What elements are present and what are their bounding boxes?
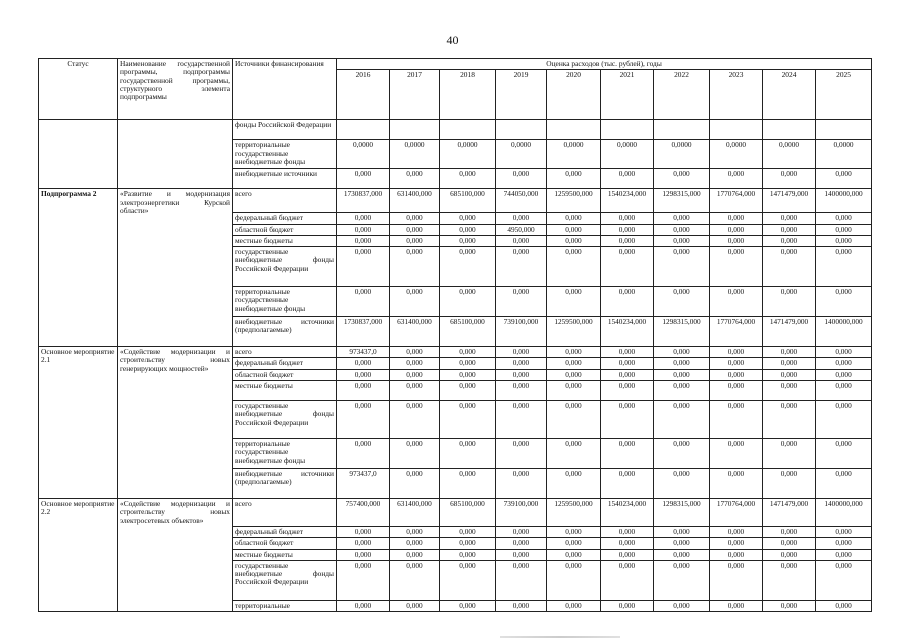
value-cell: 0,000 — [496, 169, 547, 189]
value-cell: 0,000 — [601, 347, 654, 358]
value-cell: 0,000 — [763, 600, 816, 611]
value-cell: 0,000 — [440, 347, 496, 358]
value-cell: 0,000 — [710, 347, 763, 358]
source-cell: областной бюджет — [233, 369, 337, 380]
header-year: 2018 — [440, 70, 496, 120]
value-cell: 0,000 — [496, 380, 547, 400]
value-cell: 0,000 — [816, 287, 872, 317]
value-cell: 1298315,000 — [654, 317, 710, 347]
value-cell: 0,000 — [654, 213, 710, 224]
table-row — [39, 189, 872, 213]
value-cell: 1540234,000 — [601, 189, 654, 213]
value-cell: 0,000 — [763, 369, 816, 380]
value-cell: 0,000 — [763, 247, 816, 287]
value-cell: 0,000 — [440, 438, 496, 468]
value-cell: 0,000 — [547, 560, 601, 600]
value-cell: 0,000 — [763, 287, 816, 317]
header-year: 2023 — [710, 70, 763, 120]
source-cell: внебюджетные источники — [233, 169, 337, 189]
value-cell: 0,0000 — [390, 140, 440, 169]
value-cell: 0,000 — [710, 600, 763, 611]
value-cell: 0,000 — [440, 380, 496, 400]
value-cell: 0,000 — [496, 235, 547, 246]
value-cell: 0,000 — [816, 358, 872, 369]
value-cell: 0,000 — [601, 526, 654, 537]
value-cell: 0,000 — [440, 235, 496, 246]
value-cell: 0,000 — [337, 169, 390, 189]
value-cell: 0,000 — [390, 213, 440, 224]
value-cell: 0,000 — [654, 358, 710, 369]
source-cell: местные бюджеты — [233, 549, 337, 560]
source-cell: государственные внебюджетные фонды Российской Федерации — [233, 247, 337, 287]
value-cell — [337, 120, 390, 140]
source-cell: местные бюджеты — [233, 235, 337, 246]
value-cell: 0,000 — [763, 438, 816, 468]
value-cell: 1259500,000 — [547, 189, 601, 213]
value-cell: 0,000 — [816, 347, 872, 358]
value-cell: 0,000 — [337, 549, 390, 560]
value-cell: 0,000 — [547, 224, 601, 235]
value-cell: 0,000 — [390, 287, 440, 317]
status-cell: Подпрограмма 2 — [39, 189, 118, 347]
value-cell: 1471479,000 — [763, 498, 816, 526]
value-cell — [816, 120, 872, 140]
value-cell: 0,0000 — [337, 140, 390, 169]
value-cell: 973437,0 — [337, 347, 390, 358]
value-cell: 685100,000 — [440, 189, 496, 213]
value-cell: 0,000 — [547, 549, 601, 560]
value-cell: 0,000 — [390, 600, 440, 611]
value-cell: 0,000 — [390, 526, 440, 537]
value-cell: 0,000 — [496, 600, 547, 611]
source-cell: областной бюджет — [233, 224, 337, 235]
value-cell: 0,000 — [763, 358, 816, 369]
value-cell: 0,000 — [496, 213, 547, 224]
value-cell: 0,000 — [710, 468, 763, 498]
value-cell: 0,000 — [390, 347, 440, 358]
value-cell: 0,000 — [654, 400, 710, 438]
value-cell: 685100,000 — [440, 498, 496, 526]
value-cell: 0,000 — [763, 400, 816, 438]
value-cell: 0,000 — [816, 235, 872, 246]
value-cell: 0,000 — [654, 247, 710, 287]
value-cell: 0,000 — [601, 438, 654, 468]
value-cell: 0,000 — [496, 400, 547, 438]
source-cell: всего — [233, 347, 337, 358]
value-cell: 0,000 — [654, 380, 710, 400]
value-cell: 0,000 — [547, 213, 601, 224]
value-cell: 0,000 — [601, 600, 654, 611]
header-row — [39, 59, 872, 70]
value-cell: 0,000 — [496, 549, 547, 560]
source-cell: государственные внебюджетные фонды Российской Федерации — [233, 560, 337, 600]
value-cell: 0,000 — [654, 169, 710, 189]
value-cell: 0,000 — [547, 347, 601, 358]
value-cell: 0,000 — [816, 600, 872, 611]
header-year: 2016 — [337, 70, 390, 120]
value-cell: 0,000 — [547, 468, 601, 498]
value-cell: 0,000 — [440, 400, 496, 438]
value-cell: 0,000 — [763, 526, 816, 537]
value-cell: 631400,000 — [390, 498, 440, 526]
value-cell: 0,000 — [654, 468, 710, 498]
value-cell: 973437,0 — [337, 468, 390, 498]
value-cell: 0,000 — [390, 247, 440, 287]
value-cell: 0,0000 — [654, 140, 710, 169]
value-cell: 0,000 — [601, 358, 654, 369]
value-cell: 0,000 — [654, 438, 710, 468]
value-cell: 0,000 — [390, 235, 440, 246]
value-cell: 1471479,000 — [763, 189, 816, 213]
value-cell: 0,000 — [390, 380, 440, 400]
header-year: 2019 — [496, 70, 547, 120]
header-estimate: Оценка расходов (тыс. рублей), годы — [337, 59, 872, 70]
value-cell: 0,000 — [440, 247, 496, 287]
value-cell — [763, 120, 816, 140]
value-cell: 685100,000 — [440, 317, 496, 347]
value-cell: 0,000 — [496, 247, 547, 287]
value-cell: 0,000 — [390, 400, 440, 438]
source-cell: областной бюджет — [233, 538, 337, 549]
program-name-cell: «Содействие модернизации и строительству новых генерирующих мощностей» — [118, 347, 233, 499]
value-cell: 1259500,000 — [547, 317, 601, 347]
value-cell: 744050,000 — [496, 189, 547, 213]
value-cell: 0,000 — [440, 538, 496, 549]
value-cell: 0,000 — [654, 560, 710, 600]
source-cell: территориальные — [233, 600, 337, 611]
value-cell: 0,000 — [547, 400, 601, 438]
value-cell: 0,000 — [710, 235, 763, 246]
value-cell: 0,000 — [440, 224, 496, 235]
value-cell: 0,000 — [816, 560, 872, 600]
value-cell: 0,000 — [547, 380, 601, 400]
page-number: 40 — [446, 33, 459, 47]
value-cell: 1770764,000 — [710, 189, 763, 213]
value-cell: 0,000 — [337, 560, 390, 600]
value-cell: 0,000 — [547, 247, 601, 287]
value-cell: 4950,000 — [496, 224, 547, 235]
value-cell: 0,000 — [710, 287, 763, 317]
source-cell: всего — [233, 189, 337, 213]
source-cell: территориальные государственные внебюджетные фонды — [233, 140, 337, 169]
value-cell: 0,000 — [710, 549, 763, 560]
value-cell: 0,000 — [496, 560, 547, 600]
source-cell: федеральный бюджет — [233, 213, 337, 224]
value-cell: 0,000 — [763, 169, 816, 189]
value-cell: 0,0000 — [763, 140, 816, 169]
value-cell: 0,0000 — [601, 140, 654, 169]
value-cell: 0,0000 — [710, 140, 763, 169]
value-cell: 0,000 — [390, 560, 440, 600]
value-cell: 0,000 — [337, 526, 390, 537]
value-cell: 1259500,000 — [547, 498, 601, 526]
value-cell: 0,000 — [763, 213, 816, 224]
value-cell: 0,000 — [601, 400, 654, 438]
value-cell: 0,000 — [601, 287, 654, 317]
value-cell: 1540234,000 — [601, 317, 654, 347]
budget-table — [38, 58, 872, 612]
value-cell: 0,000 — [440, 600, 496, 611]
value-cell: 0,000 — [816, 247, 872, 287]
value-cell: 0,000 — [337, 438, 390, 468]
value-cell: 0,000 — [601, 247, 654, 287]
value-cell: 1770764,000 — [710, 498, 763, 526]
value-cell: 0,000 — [710, 369, 763, 380]
value-cell: 0,000 — [440, 468, 496, 498]
value-cell: 1400000,000 — [816, 317, 872, 347]
value-cell: 0,000 — [440, 560, 496, 600]
value-cell: 0,000 — [337, 400, 390, 438]
value-cell: 0,000 — [710, 169, 763, 189]
header-year: 2020 — [547, 70, 601, 120]
value-cell: 0,000 — [816, 538, 872, 549]
value-cell: 0,000 — [390, 549, 440, 560]
value-cell: 1400000,000 — [816, 189, 872, 213]
value-cell: 0,000 — [547, 235, 601, 246]
value-cell: 0,000 — [496, 287, 547, 317]
value-cell: 0,000 — [816, 438, 872, 468]
value-cell: 0,000 — [763, 224, 816, 235]
value-cell: 1770764,000 — [710, 317, 763, 347]
value-cell: 0,000 — [710, 400, 763, 438]
source-cell: внебюджетные источники (предполагаемые) — [233, 317, 337, 347]
value-cell: 0,000 — [710, 224, 763, 235]
value-cell: 0,000 — [440, 287, 496, 317]
value-cell: 0,000 — [654, 538, 710, 549]
value-cell: 0,000 — [547, 169, 601, 189]
value-cell: 0,000 — [710, 358, 763, 369]
value-cell: 0,000 — [654, 369, 710, 380]
value-cell — [547, 120, 601, 140]
value-cell: 757400,000 — [337, 498, 390, 526]
value-cell: 0,000 — [601, 213, 654, 224]
value-cell: 0,000 — [390, 468, 440, 498]
value-cell: 0,000 — [440, 358, 496, 369]
value-cell: 0,000 — [601, 538, 654, 549]
source-cell: федеральный бюджет — [233, 526, 337, 537]
value-cell: 0,000 — [601, 380, 654, 400]
value-cell: 0,000 — [816, 549, 872, 560]
value-cell: 0,000 — [816, 380, 872, 400]
source-cell: всего — [233, 498, 337, 526]
value-cell: 1471479,000 — [763, 317, 816, 347]
value-cell: 0,000 — [816, 526, 872, 537]
value-cell: 0,000 — [816, 169, 872, 189]
value-cell: 0,000 — [816, 400, 872, 438]
value-cell: 0,000 — [496, 468, 547, 498]
value-cell: 631400,000 — [390, 189, 440, 213]
value-cell: 0,000 — [654, 549, 710, 560]
value-cell — [390, 120, 440, 140]
value-cell: 0,000 — [547, 438, 601, 468]
value-cell: 0,0000 — [547, 140, 601, 169]
value-cell: 0,000 — [390, 538, 440, 549]
header-status: Статус — [39, 59, 118, 120]
value-cell: 0,000 — [496, 438, 547, 468]
value-cell: 0,000 — [601, 560, 654, 600]
value-cell: 739100,000 — [496, 317, 547, 347]
value-cell: 0,000 — [440, 213, 496, 224]
value-cell: 0,000 — [547, 526, 601, 537]
value-cell: 0,000 — [710, 526, 763, 537]
value-cell: 0,000 — [654, 526, 710, 537]
value-cell: 0,000 — [763, 538, 816, 549]
table-row — [39, 120, 872, 140]
scan-artifact — [500, 636, 620, 638]
value-cell: 0,000 — [654, 287, 710, 317]
status-cell — [39, 120, 118, 189]
value-cell: 0,000 — [547, 358, 601, 369]
value-cell: 0,000 — [496, 358, 547, 369]
header-year: 2025 — [816, 70, 872, 120]
value-cell: 0,000 — [337, 538, 390, 549]
value-cell: 0,000 — [390, 369, 440, 380]
value-cell: 0,000 — [710, 380, 763, 400]
value-cell: 0,0000 — [816, 140, 872, 169]
header-year: 2022 — [654, 70, 710, 120]
value-cell: 0,000 — [496, 538, 547, 549]
source-cell: федеральный бюджет — [233, 358, 337, 369]
header-year: 2024 — [763, 70, 816, 120]
value-cell: 0,000 — [816, 224, 872, 235]
value-cell: 0,000 — [390, 438, 440, 468]
header-year: 2017 — [390, 70, 440, 120]
value-cell: 0,000 — [601, 224, 654, 235]
value-cell: 0,000 — [654, 235, 710, 246]
status-cell: Основное мероприятие 2.2 — [39, 498, 118, 611]
value-cell: 0,000 — [710, 438, 763, 468]
value-cell: 739100,000 — [496, 498, 547, 526]
value-cell: 0,000 — [390, 224, 440, 235]
value-cell: 0,000 — [390, 358, 440, 369]
value-cell: 0,000 — [601, 235, 654, 246]
value-cell: 0,000 — [710, 538, 763, 549]
source-cell: местные бюджеты — [233, 380, 337, 400]
value-cell: 0,000 — [337, 369, 390, 380]
value-cell — [601, 120, 654, 140]
value-cell: 0,000 — [816, 213, 872, 224]
status-cell: Основное мероприятие 2.1 — [39, 347, 118, 499]
value-cell: 1400000,000 — [816, 498, 872, 526]
value-cell: 0,000 — [337, 287, 390, 317]
value-cell: 631400,000 — [390, 317, 440, 347]
value-cell: 0,000 — [440, 169, 496, 189]
value-cell: 0,0000 — [440, 140, 496, 169]
value-cell: 0,000 — [710, 247, 763, 287]
value-cell: 0,000 — [601, 369, 654, 380]
value-cell: 0,000 — [763, 468, 816, 498]
value-cell: 0,000 — [337, 358, 390, 369]
source-cell: территориальные государственные внебюджетные фонды — [233, 438, 337, 468]
value-cell: 0,000 — [440, 526, 496, 537]
value-cell — [710, 120, 763, 140]
value-cell: 1540234,000 — [601, 498, 654, 526]
value-cell: 0,000 — [337, 224, 390, 235]
value-cell: 0,000 — [337, 380, 390, 400]
value-cell: 0,000 — [547, 287, 601, 317]
header-source: Источники финансирования — [233, 59, 337, 120]
program-name-cell — [118, 120, 233, 189]
value-cell: 1730837,000 — [337, 189, 390, 213]
value-cell: 0,000 — [496, 347, 547, 358]
value-cell — [496, 120, 547, 140]
value-cell: 0,000 — [601, 549, 654, 560]
value-cell: 0,0000 — [496, 140, 547, 169]
value-cell: 1298315,000 — [654, 189, 710, 213]
value-cell: 0,000 — [547, 600, 601, 611]
value-cell: 0,000 — [654, 224, 710, 235]
value-cell — [440, 120, 496, 140]
value-cell: 0,000 — [601, 468, 654, 498]
value-cell: 0,000 — [763, 235, 816, 246]
value-cell: 0,000 — [654, 347, 710, 358]
program-name-cell: «Содействие модернизации и строительству новых электросетевых объектов» — [118, 498, 233, 611]
value-cell — [654, 120, 710, 140]
value-cell: 0,000 — [547, 538, 601, 549]
table-row — [39, 498, 872, 526]
value-cell: 0,000 — [654, 600, 710, 611]
program-name-cell: «Развитие и модернизация электроэнергетики Курской области» — [118, 189, 233, 347]
value-cell: 0,000 — [390, 169, 440, 189]
value-cell: 0,000 — [763, 549, 816, 560]
value-cell: 0,000 — [763, 380, 816, 400]
source-cell: внебюджетные источники (предполагаемые) — [233, 468, 337, 498]
value-cell: 0,000 — [337, 213, 390, 224]
header-name: Наименование государственной программы, подпрограммы государственной программы, структурного элемента подпрограммы — [118, 59, 233, 120]
source-cell: территориальные государственные внебюджетные фонды — [233, 287, 337, 317]
value-cell: 0,000 — [337, 235, 390, 246]
value-cell: 0,000 — [816, 468, 872, 498]
header-year: 2021 — [601, 70, 654, 120]
value-cell: 1298315,000 — [654, 498, 710, 526]
source-cell: фонды Российской Федерации — [233, 120, 337, 140]
value-cell: 0,000 — [763, 347, 816, 358]
value-cell: 0,000 — [547, 369, 601, 380]
value-cell: 0,000 — [496, 369, 547, 380]
source-cell: государственные внебюджетные фонды Российской Федерации — [233, 400, 337, 438]
value-cell: 0,000 — [337, 600, 390, 611]
value-cell: 0,000 — [496, 526, 547, 537]
value-cell: 0,000 — [337, 247, 390, 287]
value-cell: 0,000 — [710, 213, 763, 224]
value-cell: 0,000 — [601, 169, 654, 189]
value-cell: 0,000 — [440, 369, 496, 380]
value-cell: 0,000 — [440, 549, 496, 560]
value-cell: 0,000 — [710, 560, 763, 600]
value-cell: 1730837,000 — [337, 317, 390, 347]
table-row — [39, 347, 872, 358]
value-cell: 0,000 — [816, 369, 872, 380]
value-cell: 0,000 — [763, 560, 816, 600]
